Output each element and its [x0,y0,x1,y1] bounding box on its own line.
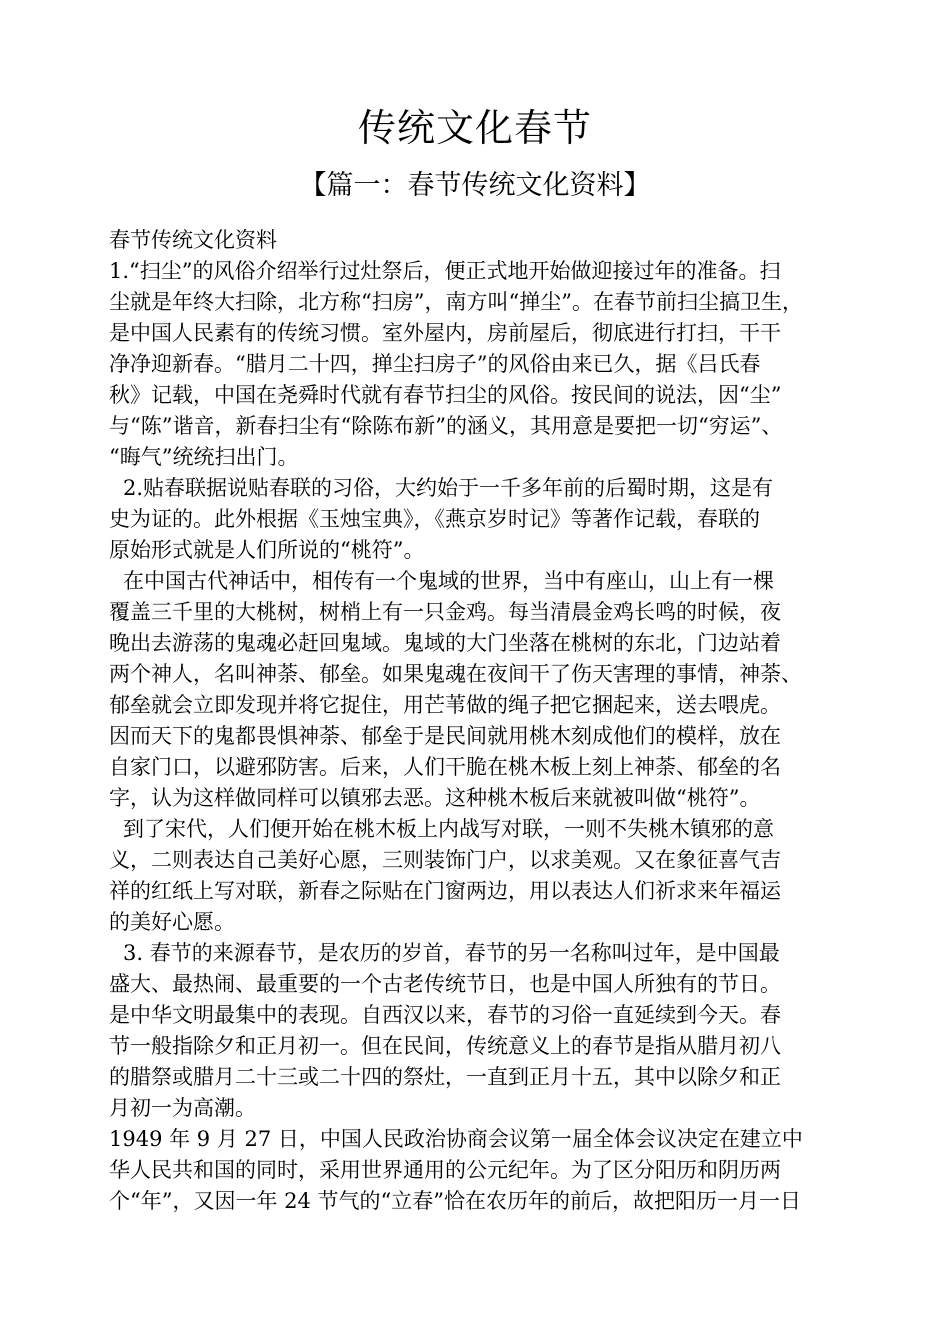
body-line: 字，认为这样做同样可以镇邪去恶。这种桃木板后来就被叫做“桃符”。 [109,786,761,810]
body-line: 是中国人民素有的传统习惯。室外屋内，房前屋后，彻底进行打扫，干干 [109,321,781,345]
body-line: 个“年”，又因一年 24 节气的“立春”恰在农历年的前后，故把阳历一月一日 [109,1189,802,1213]
body-line: 郁垒就会立即发现并将它捉住，用芒苇做的绳子把它捆起来，送去喂虎。 [109,693,781,717]
body-line: 原始形式就是人们所说的“桃符”。 [109,538,425,562]
body-line: 华人民共和国的同时，采用世界通用的公元纪年。为了区分阳历和阴历两 [109,1158,781,1182]
body-line: 尘就是年终大扫除，北方称“扫房”，南方叫“掸尘”。在春节前扫尘搞卫生， [109,290,803,314]
body-line: 是中华文明最集中的表现。自西汉以来，春节的习俗一直延续到今天。春 [109,1003,781,1027]
document-subtitle: 【篇一：春节传统文化资料】 [299,170,651,201]
body-line: 两个神人，名叫神荼、郁垒。如果鬼魂在夜间干了伤天害理的事情，神荼、 [109,662,802,686]
body-line: 的美好心愿。 [109,910,235,934]
body-line: 1.“扫尘”的风俗介绍举行过灶祭后，便正式地开始做迎接过年的准备。扫 [109,259,781,283]
body-line: 2.贴春联据说贴春联的习俗，大约始于一千多年前的后蜀时期，这是有 [123,476,774,500]
body-line: 1949 年 9 月 27 日，中国人民政治协商会议第一届全体会议决定在建立中 [109,1127,803,1151]
body-line: 祥的红纸上写对联，新春之际贴在门窗两边，用以表达人们祈求来年福运 [109,879,781,903]
body-line: 盛大、最热闹、最重要的一个古老传统节日，也是中国人所独有的节日。 [109,972,781,996]
body-line: 义，二则表达自己美好心愿，三则装饰门户，以求美观。又在象征喜气吉 [109,848,781,872]
body-line: 净净迎新春。“腊月二十四，掸尘扫房子”的风俗由来已久，据《吕氏春 [109,352,761,376]
body-line: “晦气”统统扫出门。 [109,445,299,469]
body-line: 秋》记载，中国在尧舜时代就有春节扫尘的风俗。按民间的说法，因“尘” [109,383,782,407]
body-line: 在中国古代神话中，相传有一个鬼域的世界，当中有座山，山上有一棵 [123,569,774,593]
body-line: 的腊祭或腊月二十三或二十四的祭灶，一直到正月十五，其中以除夕和正 [109,1065,781,1089]
body-line: 到了宋代，人们便开始在桃木板上内战写对联，一则不失桃木镇邪的意 [123,817,774,841]
body-line: 与“陈”谐音，新春扫尘有“除陈布新”的涵义，其用意是要把一切“穷运”、 [109,414,783,438]
body-line: 春节传统文化资料 [109,228,277,252]
body-line: 晚出去游荡的鬼魂必赶回鬼域。鬼域的大门坐落在桃树的东北，门边站着 [109,631,781,655]
body-line: 月初一为高潮。 [109,1096,256,1120]
body-line: 3. 春节的来源春节，是农历的岁首，春节的另一名称叫过年，是中国最 [123,941,780,965]
body-line: 自家门口，以避邪防害。后来，人们干脆在桃木板上刻上神荼、郁垒的名 [109,755,781,779]
body-line: 覆盖三千里的大桃树，树梢上有一只金鸡。每当清晨金鸡长鸣的时候，夜 [109,600,781,624]
document-body [109,225,864,1217]
body-line: 节一般指除夕和正月初一。但在民间，传统意义上的春节是指从腊月初八 [109,1034,781,1058]
body-line: 史为证的。此外根据《玉烛宝典》，《燕京岁时记》等著作记载，春联的 [109,507,760,531]
body-line: 因而天下的鬼都畏惧神荼、郁垒于是民间就用桃木刻成他们的模样，放在 [109,724,781,748]
document-title: 传统文化春节 [357,106,592,150]
